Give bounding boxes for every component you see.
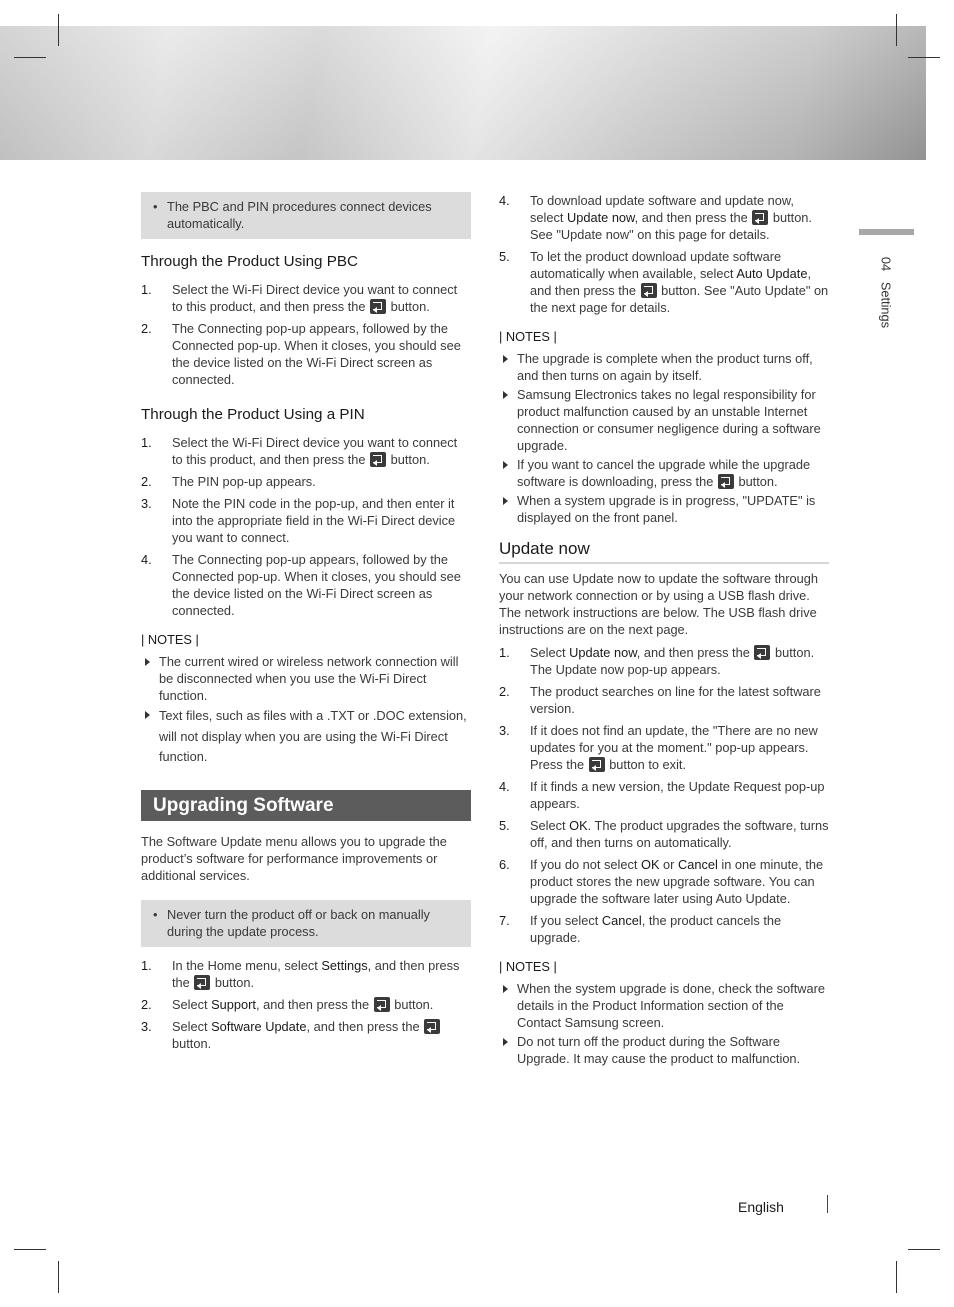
update-now-heading: Update now — [499, 538, 829, 564]
note-text: The current wired or wireless network connection will be disconnected when you use the Wi-Fi Direct function. — [159, 654, 459, 703]
enter-button-icon — [424, 1019, 440, 1034]
chapter-number: 04 — [878, 256, 894, 272]
notes-list — [499, 980, 829, 1067]
menu-term: Auto Update — [736, 266, 808, 281]
warning-note-box — [141, 900, 471, 947]
step-text: button to exit. — [609, 757, 687, 772]
step-number: 1. — [141, 435, 152, 450]
crop-mark — [896, 14, 897, 46]
list-item — [499, 456, 829, 490]
list-item — [141, 996, 471, 1013]
list-item — [499, 722, 829, 773]
step-text: The PIN pop-up appears. — [172, 474, 316, 489]
step-text: The Connecting pop-up appears, followed by the Connected pop-up. When it closes, you should see the device listed on the Wi-Fi Direct screen as connected. — [172, 552, 461, 618]
menu-term: Settings — [321, 957, 368, 973]
info-note-text: The PBC and PIN procedures connect devices automatically. — [167, 199, 432, 231]
step-text: To download update software and update now, select — [530, 193, 794, 225]
step-text: , and then press the — [636, 645, 750, 660]
step-text: button. See "Update now" on this page for details. — [530, 210, 812, 242]
menu-term: Update now — [567, 210, 635, 225]
enter-button-icon — [370, 452, 386, 467]
right-column — [499, 192, 829, 1069]
crop-mark — [14, 1249, 46, 1250]
step-number: 2. — [141, 474, 152, 489]
step-text: If it finds a new version, the Update Request pop-up appears. — [530, 779, 825, 811]
list-item — [141, 706, 471, 768]
pbc-steps — [141, 281, 471, 388]
list-item — [141, 1018, 471, 1052]
list-item — [499, 778, 829, 812]
step-number: 4. — [499, 193, 510, 208]
step-number: 3. — [141, 1018, 152, 1034]
menu-term: Support — [211, 996, 256, 1012]
step-text: To let the product download update software automatically when available, select — [530, 249, 782, 281]
enter-button-icon — [374, 997, 390, 1012]
menu-term: Cancel — [678, 857, 718, 872]
header-banner — [0, 26, 926, 160]
step-text: button. — [390, 452, 430, 467]
step-text: The Connecting pop-up appears, followed by the Connected pop-up. When it closes, you should see the device listed on the Wi-Fi Direct screen as connected. — [172, 321, 461, 387]
list-item — [141, 281, 471, 315]
upgrading-steps — [141, 957, 471, 1052]
triangle-bullet-icon — [503, 461, 508, 469]
upgrade-steps-continued — [499, 192, 829, 316]
step-text: Select — [530, 818, 566, 833]
bullet-icon: • — [153, 199, 158, 214]
menu-term: Update now — [569, 645, 637, 660]
step-number: 7. — [499, 913, 510, 928]
step-text: , and then press the — [172, 957, 460, 990]
list-item — [499, 856, 829, 907]
list-item — [499, 817, 829, 851]
list-item — [141, 551, 471, 619]
bullet-icon: • — [153, 906, 158, 922]
step-text: button. — [172, 1035, 212, 1051]
warning-note-text: Never turn the product off or back on manually during the update process. — [167, 906, 430, 939]
list-item — [141, 320, 471, 388]
notes-list — [499, 350, 829, 526]
list-item — [499, 980, 829, 1031]
step-text: button. — [214, 974, 255, 990]
note-text: Do not turn off the product during the Software Upgrade. It may cause the product to malfunction. — [517, 1034, 801, 1066]
step-text: , and then press the — [255, 996, 370, 1012]
triangle-bullet-icon — [145, 658, 150, 666]
note-text: If you want to cancel the upgrade while the upgrade software is downloading, press the — [517, 457, 811, 489]
step-text: or — [663, 857, 675, 872]
enter-button-icon — [641, 283, 657, 298]
footer-language: English — [738, 1199, 784, 1215]
step-text: in one minute, the product stores the new upgrade software. You can upgrade the software later using Auto Update. — [530, 857, 824, 906]
chapter-tab-label — [878, 253, 895, 333]
crop-mark — [908, 57, 940, 58]
notes-title: | NOTES | — [499, 959, 557, 974]
step-text: In the Home menu, select — [172, 957, 318, 973]
note-text: The upgrade is complete when the product turns off, and then turns on again by itself. — [517, 351, 813, 383]
step-text: Note the PIN code in the pop-up, and then enter it into the appropriate field in the Wi-Fi Direct device you want to connect. — [172, 496, 456, 545]
enter-button-icon — [194, 975, 210, 990]
left-column — [141, 192, 471, 1057]
triangle-bullet-icon — [145, 711, 150, 719]
list-item — [499, 683, 829, 717]
triangle-bullet-icon — [503, 985, 508, 993]
enter-button-icon — [752, 210, 768, 225]
list-item — [499, 192, 829, 243]
step-text: button. — [394, 996, 434, 1012]
list-item — [499, 1033, 829, 1067]
step-text: Select — [530, 645, 566, 660]
upgrading-intro: The Software Update menu allows you to upgrade the product’s software for performance improvements or additional services. — [141, 833, 447, 883]
note-text: Samsung Electronics takes no legal responsibility for product malfunction caused by an unstable Internet connection or consumer negligence during a software upgrade. — [517, 387, 821, 453]
note-text: button. — [738, 474, 778, 489]
note-text: When a system upgrade is in progress, "UPDATE" is displayed on the front panel. — [517, 493, 816, 525]
list-item — [141, 473, 471, 490]
pbc-heading: Through the Product Using PBC — [141, 253, 358, 270]
list-item — [499, 248, 829, 316]
step-text: , and then press the — [634, 210, 748, 225]
pin-heading: Through the Product Using a PIN — [141, 406, 365, 423]
section-title-bar: Upgrading Software — [141, 790, 471, 821]
pin-steps — [141, 434, 471, 619]
step-number: 3. — [499, 723, 510, 738]
step-number: 1. — [141, 282, 152, 297]
triangle-bullet-icon — [503, 391, 508, 399]
list-item — [499, 492, 829, 526]
step-number: 2. — [141, 321, 152, 336]
chapter-name: Settings — [878, 281, 894, 329]
crop-mark — [908, 1249, 940, 1250]
step-text: button. The Update now pop-up appears. — [530, 645, 815, 677]
crop-mark — [58, 14, 59, 46]
step-text: button. — [390, 299, 430, 314]
list-item — [499, 386, 829, 454]
notes-title: | NOTES | — [499, 329, 557, 344]
step-text: The product searches on line for the latest software version. — [530, 684, 821, 716]
step-number: 5. — [499, 249, 510, 264]
crop-mark — [58, 1261, 59, 1293]
note-text: When the system upgrade is done, check the software details in the Product Information section of the Contact Samsung screen. — [517, 981, 826, 1030]
enter-button-icon — [754, 645, 770, 660]
triangle-bullet-icon — [503, 497, 508, 505]
list-item — [141, 434, 471, 468]
triangle-bullet-icon — [503, 355, 508, 363]
step-text: Select the Wi-Fi Direct device you want to connect to this product, and then press the — [172, 282, 458, 314]
step-number: 6. — [499, 857, 510, 872]
list-item — [499, 912, 829, 946]
list-item — [499, 644, 829, 678]
step-text: Select the Wi-Fi Direct device you want to connect to this product, and then press the — [172, 435, 458, 467]
list-item — [499, 350, 829, 384]
step-text: , and then press the — [306, 1018, 420, 1034]
update-now-steps — [499, 644, 829, 946]
menu-term: OK — [640, 857, 660, 872]
step-number: 4. — [141, 552, 152, 567]
info-note-box — [141, 192, 471, 239]
notes-list — [141, 653, 471, 768]
crop-mark — [896, 1261, 897, 1293]
triangle-bullet-icon — [503, 1038, 508, 1046]
menu-term: Software Update — [211, 1018, 307, 1034]
crop-mark — [14, 57, 46, 58]
chapter-tab-bar — [859, 229, 914, 235]
list-item — [141, 653, 471, 704]
step-text: button. See "Auto Update" on the next page for details. — [530, 283, 829, 315]
enter-button-icon — [718, 474, 734, 489]
list-item — [141, 495, 471, 546]
step-text: If you select — [530, 913, 599, 928]
step-number: 4. — [499, 779, 510, 794]
list-item — [141, 957, 471, 991]
enter-button-icon — [589, 757, 605, 772]
menu-term: Cancel — [601, 913, 642, 928]
step-number: 2. — [141, 996, 152, 1012]
step-number: 1. — [141, 957, 152, 973]
step-text: If you do not select — [530, 857, 638, 872]
menu-term: OK — [569, 818, 588, 833]
enter-button-icon — [370, 299, 386, 314]
step-text: , the product cancels the upgrade. — [530, 913, 782, 945]
update-now-intro: You can use Update now to update the software through your network connection or by using a USB flash drive. The network instructions are below. The USB flash drive instructions are on the next page. — [499, 571, 818, 637]
step-text: If it does not find an update, the "There are no new updates for you at the moment." pop-up appears. Press the — [530, 723, 818, 772]
step-text: Select — [172, 996, 208, 1012]
step-number: 2. — [499, 684, 510, 699]
step-text: Select — [172, 1018, 208, 1034]
footer-divider — [827, 1195, 828, 1213]
step-number: 5. — [499, 818, 510, 833]
step-text: , and then press the — [530, 266, 812, 298]
step-text: . The product upgrades the software, turns off, and then turns on automatically. — [530, 818, 829, 850]
step-number: 1. — [499, 645, 510, 660]
step-number: 3. — [141, 496, 152, 511]
notes-title: | NOTES | — [141, 632, 199, 647]
note-text: Text files, such as files with a .TXT or .DOC extension, will not display when you are using the Wi-Fi Direct function. — [159, 708, 467, 764]
